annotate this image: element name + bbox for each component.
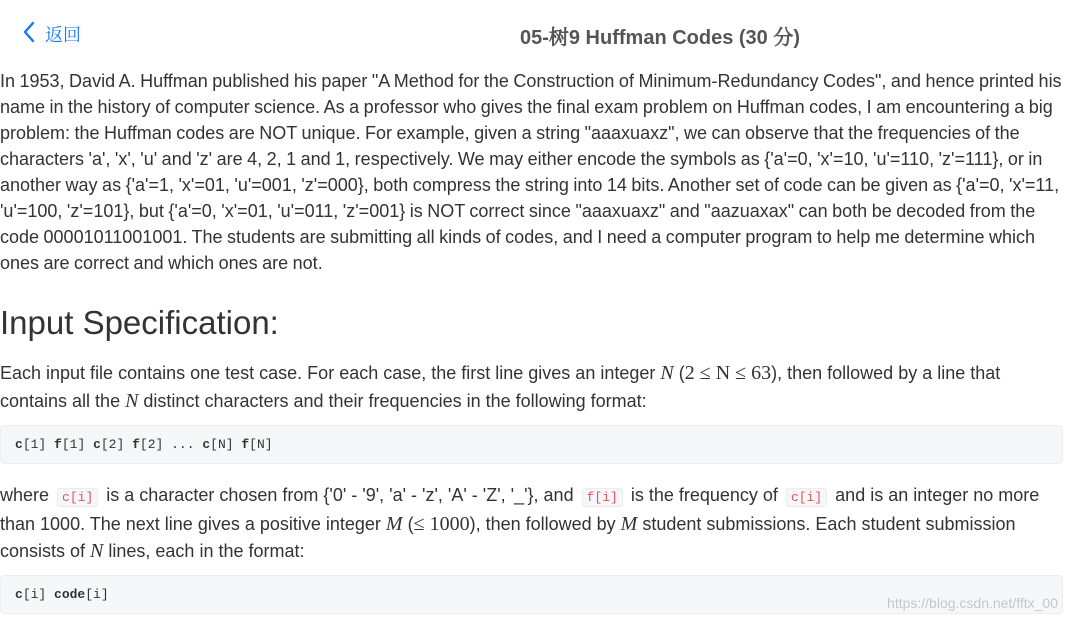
- page-title: 05-树9 Huffman Codes (30 分): [519, 27, 801, 49]
- back-label: 返回: [45, 25, 81, 45]
- text-segment: (: [402, 514, 414, 534]
- text-segment: student submissions. Each student submission consists of: [0, 514, 1016, 561]
- watermark: https://blog.csdn.net/fftx_00: [887, 595, 1058, 611]
- math-n: N: [660, 362, 674, 384]
- text-segment: is the frequency of: [630, 485, 778, 505]
- inline-code: c[i]: [57, 488, 98, 507]
- text-segment: is a character chosen from {'0' - '9', 'a' - 'z', 'A' - 'Z', '_'}, and: [106, 485, 574, 505]
- text-segment: Each input file contains one test case. For each case, the first line gives an integer: [0, 363, 661, 383]
- code-block-submission: c[i] code[i]: [0, 575, 1063, 614]
- top-bar: [0, 0, 1068, 64]
- code-block-format: c[1] f[1] c[2] f[2] ... c[N] f[N]: [0, 425, 1063, 464]
- text-segment: (: [673, 363, 685, 383]
- text-segment: distinct characters and their frequencies in the following format:: [138, 391, 647, 411]
- math-m: M: [385, 513, 403, 535]
- text-segment: ), then followed by a line that contains all the: [0, 363, 1001, 411]
- problem-content: [0, 68, 1068, 614]
- input-spec-paragraph-1: [0, 359, 1065, 415]
- text-segment: lines, each in the format:: [103, 541, 305, 561]
- input-spec-heading: Input Specification:: [0, 304, 279, 341]
- text-segment: where: [0, 485, 50, 505]
- math-n-range: 2 ≤ N ≤ 63: [684, 362, 772, 384]
- math-m-range: ≤ 1000: [413, 513, 470, 535]
- text-segment: ), then followed by: [469, 514, 621, 534]
- inline-code: f[i]: [582, 488, 623, 507]
- math-n: N: [125, 390, 139, 412]
- intro-paragraph: In 1953, David A. Huffman published his paper "A Method for the Construction of Minimum-Redundancy Codes", and hence printed his name in the history of computer science. As a professor who gives the final exam problem on Huffman codes, I am encountering a big problem: the Huffman codes are NOT unique. For example, given a string "aaaxuaxz", we can observe that the frequencies of the characters 'a', 'x', 'u' and 'z' are 4, 2, 1 and 1, respectively. We may either encode the symbols as {'a'=0, 'x'=10, 'u'=110, 'z'=111}, or in another way as {'a'=1, 'x'=01, 'u'=001, 'z'=000}, both compress the string into 14 bits. Another set of code can be given as {'a'=0, 'x'=11, 'u'=100, 'z'=101}, but {'a'=0, 'x'=01, 'u'=011, 'z'=001} is NOT correct since "aaaxuaxz" and "aazuaxax" can both be decoded from the code 00001011001001. The students are submitting all kinds of codes, and I need a computer program to help me determine which ones are correct and which ones are not.: [0, 71, 1062, 273]
- math-m: M: [620, 513, 638, 535]
- math-n: N: [90, 540, 104, 562]
- input-spec-paragraph-2: [0, 482, 1065, 565]
- text-segment: and is an integer no more than 1000. The next line gives a positive integer: [0, 485, 1040, 534]
- inline-code: c[i]: [786, 488, 827, 507]
